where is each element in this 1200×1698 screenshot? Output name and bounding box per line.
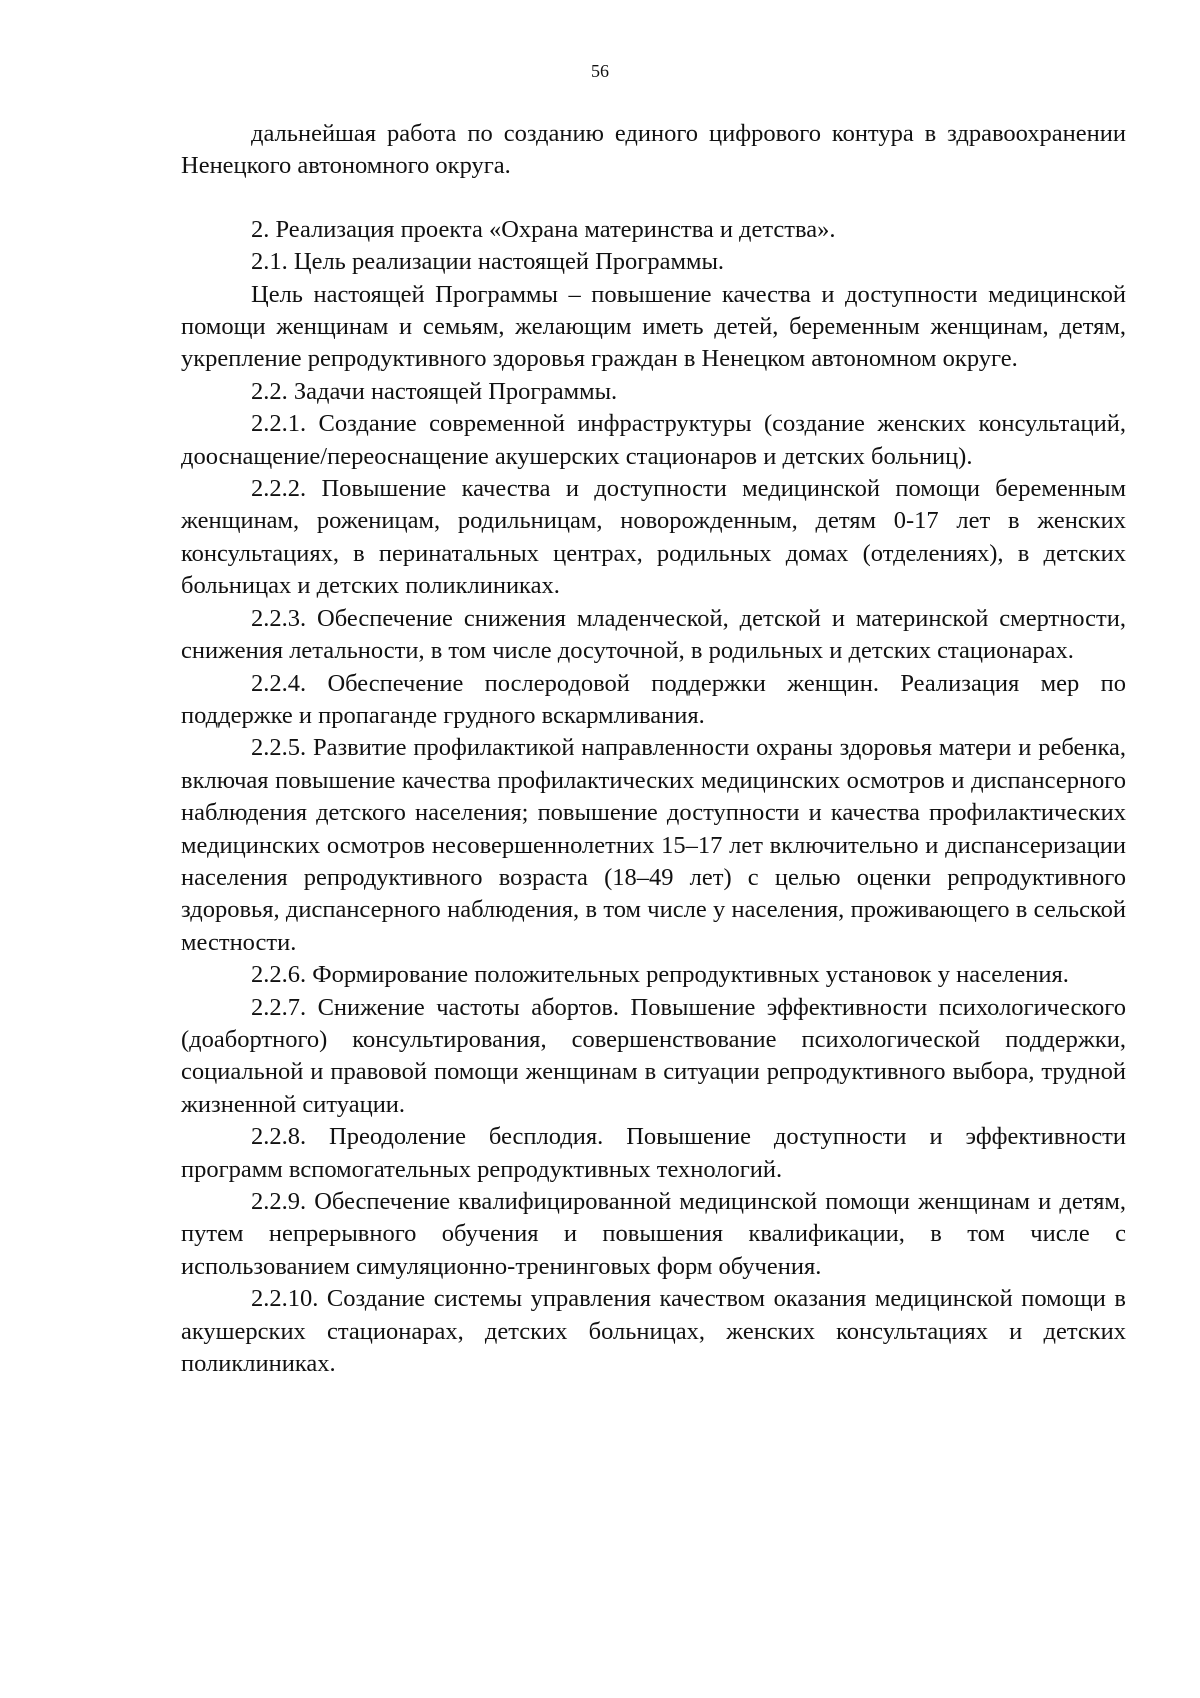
section-heading-2: 2. Реализация проекта «Охрана материнства и детства». [251,215,836,243]
task-2-2-4: 2.2.4. Обеспечение послеродовой поддержки женщин. Реализация мер по поддержке и пропаганде грудного вскармливания. [181,669,1126,729]
task-2-2-9: 2.2.9. Обеспечение квалифицированной медицинской помощи женщинам и детям, путем непрерывного обучения и повышения квалификации, в том числе с использованием симуляционно-тренинговых форм обучения. [181,1188,1126,1280]
paragraph-continuation: дальнейшая работа по созданию единого цифрового контура в здравоохранении Ненецкого автономного округа. [181,120,1126,180]
task-2-2-6: 2.2.6. Формирование положительных репродуктивных установок у населения. [251,961,1069,989]
subsection-heading-2-1: 2.1. Цель реализации настоящей Программы. [251,248,725,276]
subsection-heading-2-2: 2.2. Задачи настоящей Программы. [251,377,618,405]
task-2-2-7: 2.2.7. Снижение частоты абортов. Повышение эффективности психологического (доабортного) консультирования, совершенствование психологической поддержки, социальной и правовой помощи женщинам в ситуации репродуктивного выбора, трудной жизненной ситуации. [181,993,1126,1118]
paragraph-gap [181,183,1126,214]
task-2-2-5: 2.2.5. Развитие профилактикой направленности охраны здоровья матери и ребенка, включая повышение качества профилактических медицинских осмотров и диспансерного наблюдения детского населения; повышение доступности и качества профилактических медицинских осмотров несовершеннолетних 15–17 лет включительно и диспансеризации населения репродуктивного возраста (18–49 лет) с целью оценки репродуктивного здоровья, диспансерного наблюдения, в том числе у населения, проживающего в сельской местности. [181,734,1126,956]
task-2-2-10: 2.2.10. Создание системы управления качеством оказания медицинской помощи в акушерских стационарах, детских больницах, женских консультациях и детских поликлиниках. [181,1285,1126,1378]
paragraph-goal: Цель настоящей Программы – повышение качества и доступности медицинской помощи женщинам и семьям, желающим иметь детей, беременным женщинам, детям, укрепление репродуктивного здоровья граждан в Ненецком автономном округе. [181,280,1126,373]
task-2-2-2: 2.2.2. Повышение качества и доступности медицинской помощи беременным женщинам, роженицам, родильницам, новорожденным, детям 0-17 лет в женских консультациях, в перинатальных центрах, родильных домах (отделениях), в детских больницах и детских поликлиниках. [181,475,1126,600]
task-2-2-3: 2.2.3. Обеспечение снижения младенческой, детской и материнской смертности, снижения летальности, в том числе досуточной, в родильных и детских стационарах. [181,604,1126,665]
task-2-2-1: 2.2.1. Создание современной инфраструктуры (создание женских консультаций, дооснащение/переоснащение акушерских стационаров и детских больниц). [181,410,1126,470]
page-number: 56 [591,61,609,81]
task-2-2-8: 2.2.8. Преодоление бесплодия. Повышение доступности и эффективности программ вспомогательных репродуктивных технологий. [181,1123,1126,1183]
document-body [181,118,1126,1380]
